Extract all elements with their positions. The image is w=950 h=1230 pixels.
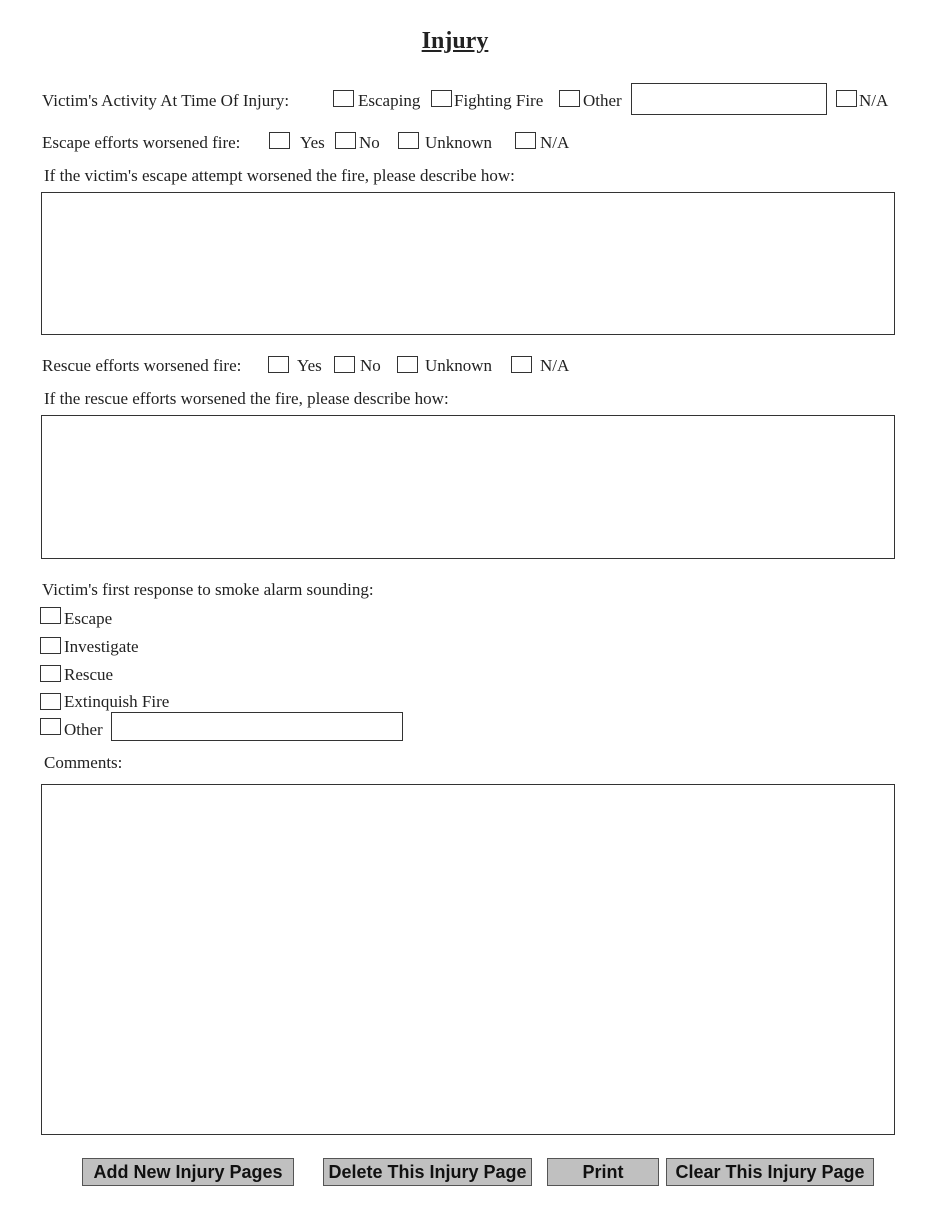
comments-label: Comments:: [44, 753, 123, 772]
comments-textarea[interactable]: [41, 784, 895, 1135]
escape-label: Escape efforts worsened fire:: [42, 133, 241, 152]
response-rescue-checkbox[interactable]: [40, 665, 61, 682]
escape-describe-label: If the victim's escape attempt worsened the fire, please describe how:: [44, 166, 515, 185]
activity-other-label: Other: [583, 91, 622, 110]
escape-yes-label: Yes: [300, 133, 325, 152]
response-investigate-checkbox[interactable]: [40, 637, 61, 654]
response-other-label: Other: [64, 720, 103, 739]
first-response-label: Victim's first response to smoke alarm sounding:: [42, 580, 374, 599]
rescue-yes-label: Yes: [297, 356, 322, 375]
page-title: Injury: [421, 28, 489, 54]
response-extinguish-checkbox[interactable]: [40, 693, 61, 710]
activity-na-label: N/A: [859, 91, 889, 110]
clear-injury-page-button[interactable]: Clear This Injury Page: [666, 1158, 874, 1186]
response-other-checkbox[interactable]: [40, 718, 61, 735]
activity-escaping-checkbox[interactable]: [333, 90, 354, 107]
activity-fighting-fire-checkbox[interactable]: [431, 90, 452, 107]
escape-describe-textarea[interactable]: [41, 192, 895, 335]
response-extinguish-label: Extinquish Fire: [64, 692, 170, 711]
activity-other-input[interactable]: [631, 83, 827, 115]
activity-label: Victim's Activity At Time Of Injury:: [42, 91, 290, 110]
delete-injury-page-button[interactable]: Delete This Injury Page: [323, 1158, 532, 1186]
escape-no-label: No: [359, 133, 380, 152]
rescue-na-label: N/A: [540, 356, 570, 375]
response-investigate-label: Investigate: [64, 637, 139, 656]
response-escape-label: Escape: [64, 609, 113, 628]
response-rescue-label: Rescue: [64, 665, 114, 684]
rescue-describe-label: If the rescue efforts worsened the fire, please describe how:: [44, 389, 449, 408]
rescue-unknown-checkbox[interactable]: [397, 356, 418, 373]
add-injury-pages-button[interactable]: Add New Injury Pages: [82, 1158, 294, 1186]
escape-no-checkbox[interactable]: [335, 132, 356, 149]
rescue-no-label: No: [360, 356, 381, 375]
activity-fighting-fire-label: Fighting Fire: [454, 91, 544, 110]
activity-other-checkbox[interactable]: [559, 90, 580, 107]
activity-na-checkbox[interactable]: [836, 90, 857, 107]
rescue-no-checkbox[interactable]: [334, 356, 355, 373]
activity-escaping-label: Escaping: [358, 91, 421, 110]
escape-na-label: N/A: [540, 133, 570, 152]
rescue-unknown-label: Unknown: [425, 356, 493, 375]
rescue-yes-checkbox[interactable]: [268, 356, 289, 373]
response-escape-checkbox[interactable]: [40, 607, 61, 624]
rescue-na-checkbox[interactable]: [511, 356, 532, 373]
response-other-input[interactable]: [111, 712, 403, 741]
escape-yes-checkbox[interactable]: [269, 132, 290, 149]
escape-na-checkbox[interactable]: [515, 132, 536, 149]
rescue-label: Rescue efforts worsened fire:: [42, 356, 242, 375]
print-button[interactable]: Print: [547, 1158, 659, 1186]
rescue-describe-textarea[interactable]: [41, 415, 895, 559]
escape-unknown-label: Unknown: [425, 133, 493, 152]
escape-unknown-checkbox[interactable]: [398, 132, 419, 149]
